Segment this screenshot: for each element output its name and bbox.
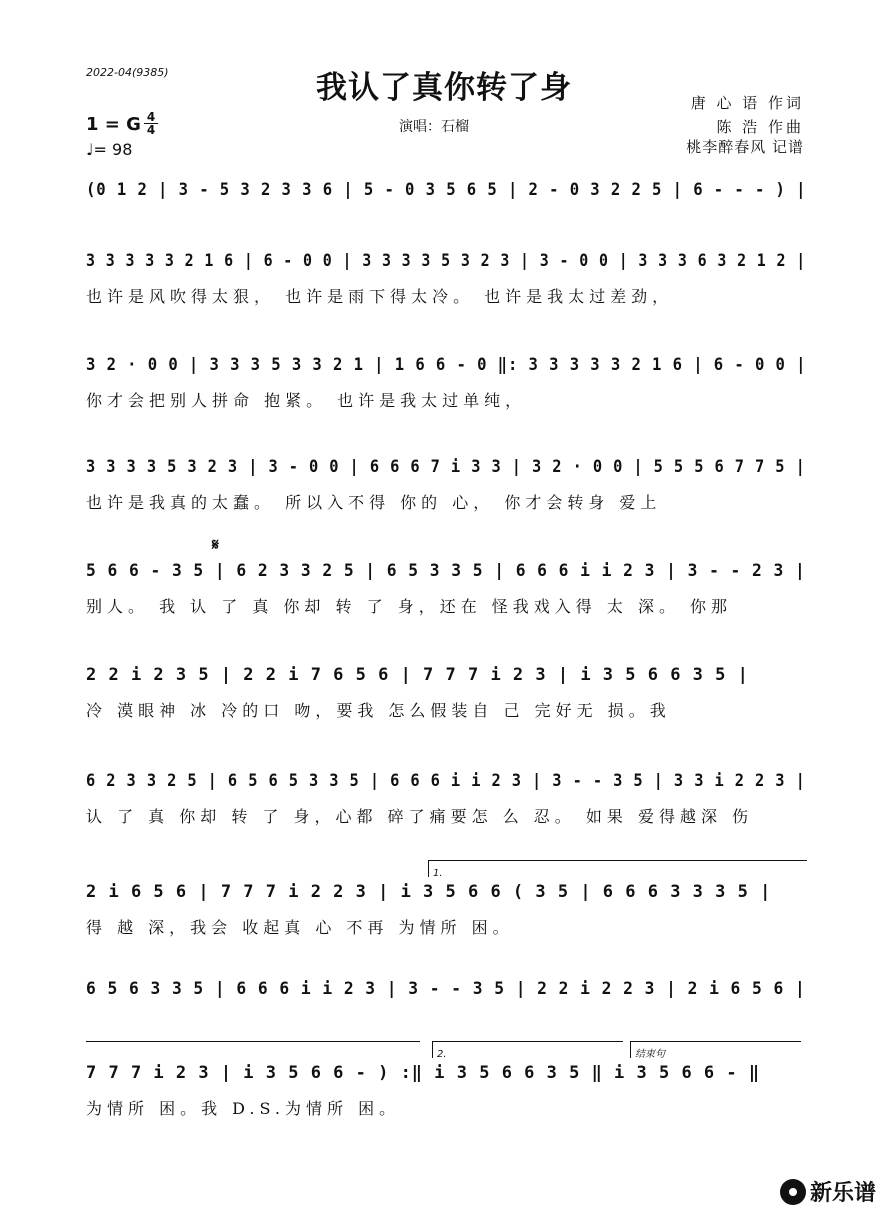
second-ending-bracket xyxy=(432,1041,623,1058)
segno-sign: 𝄋 xyxy=(212,535,219,554)
vinyl-record-icon xyxy=(780,1179,806,1205)
singer-text: 演唱：石榴 xyxy=(399,119,469,135)
first-ending-label: 1. xyxy=(433,868,443,879)
tempo-marking: ♩= 98 xyxy=(86,140,133,159)
time-signature-top: 4 xyxy=(144,111,158,124)
lyrics-line: 冷 漠眼神 冰 冷的口 吻，要我 怎么假装自 己 完好无 损。我 xyxy=(86,701,671,720)
first-ending-bracket xyxy=(428,860,807,877)
lyrics-line: 也许是我真的太蠢。 所以入不得 你的 心， 你才会转身 爱上 xyxy=(86,493,662,512)
lyrics-line: 别人。 我 认 了 真 你却 转 了 身，还在 怪我戏入得 太 深。 你那 xyxy=(86,597,733,616)
lyrics-line: 得 越 深，我会 收起真 心 不再 为情所 困。 xyxy=(86,918,514,937)
first-ending-continuation xyxy=(86,1041,420,1058)
time-signature xyxy=(144,111,158,136)
coda-ending-bracket xyxy=(630,1041,801,1058)
logo-text: 新乐谱 xyxy=(809,1181,876,1206)
lyrics-line: 也许是风吹得太狠， 也许是雨下得太冷。 也许是我太过差劲， xyxy=(86,287,674,306)
notes-line: 2 i 6 5 6 | 7 7 7 i 2 2 3 | i 3 5 6 6 ( 3 5 | 6 6 6 3 3 3 5 | xyxy=(86,882,772,902)
key-signature: 1 = G xyxy=(86,114,141,135)
site-logo xyxy=(780,1176,876,1207)
notation-credit: 桃李醉春风 记谱 xyxy=(686,138,804,156)
time-signature-bottom: 4 xyxy=(146,123,156,137)
notes-line: 3 3 3 3 5 3 2 3 | 3 - 0 0 | 6 6 6 7 i 3 3 | 3 2 · 0 0 | 5 5 5 6 7 7 5 | xyxy=(86,457,806,477)
notes-line: 2 2 i 2 3 5 | 2 2 i 7 6 5 6 | 7 7 7 i 2 3 | i 3 5 6 6 3 5 | xyxy=(86,665,749,685)
second-ending-label: 2. xyxy=(437,1049,447,1060)
lyrics-line: 你才会把别人拼命 抱紧。 也许是我太过单纯， xyxy=(86,391,527,410)
coda-ending-label: 结束句 xyxy=(635,1049,665,1060)
notes-line: 3 3 3 3 3 2 1 6 | 6 - 0 0 | 3 3 3 3 5 3 2 3 | 3 - 0 0 | 3 3 3 6 3 2 1 2 | xyxy=(86,251,807,271)
notes-line: 6 5 6 3 3 5 | 6 6 6 i i 2 3 | 3 - - 3 5 | 2 2 i 2 2 3 | 2 i 6 5 6 | xyxy=(86,979,806,999)
notes-line: 7 7 7 i 2 3 | i 3 5 6 6 - ) :‖ i 3 5 6 6 3 5 ‖ i 3 5 6 6 - ‖ xyxy=(86,1063,761,1083)
notes-line: 3 2 · 0 0 | 3 3 3 5 3 3 2 1 | 1 6 6 - 0 ‖: 3 3 3 3 3 2 1 6 | 6 - 0 0 | xyxy=(86,355,807,375)
notes-line: (0 1 2 | 3 - 5 3 2 3 3 6 | 5 - 0 3 5 6 5 | 2 - 0 3 2 2 5 | 6 - - - ) | xyxy=(86,180,807,200)
lyrics-line: 为情所 困。我 D.S.为情所 困。 xyxy=(86,1099,401,1118)
notes-line: 6 2 3 3 2 5 | 6 5 6 5 3 3 5 | 6 6 6 i i 2 3 | 3 - - 3 5 | 3 3 i 2 2 3 | xyxy=(86,771,806,791)
song-title: 我认了真你转了身 xyxy=(316,70,572,106)
composer-credit: 陈 浩 作曲 xyxy=(716,118,804,136)
notes-line: 5 6 6 - 3 5 | 6 2 3 3 2 5 | 6 5 3 3 5 | 6 6 6 i i 2 3 | 3 - - 2 3 | xyxy=(86,561,806,581)
document-id: 2022-04(9385) xyxy=(86,66,169,79)
lyrics-line: 认 了 真 你却 转 了 身，心都 碎了痛要怎 么 忍。 如果 爱得越深 伤 xyxy=(86,807,754,826)
lyricist-credit: 唐 心 语 作词 xyxy=(690,94,804,112)
